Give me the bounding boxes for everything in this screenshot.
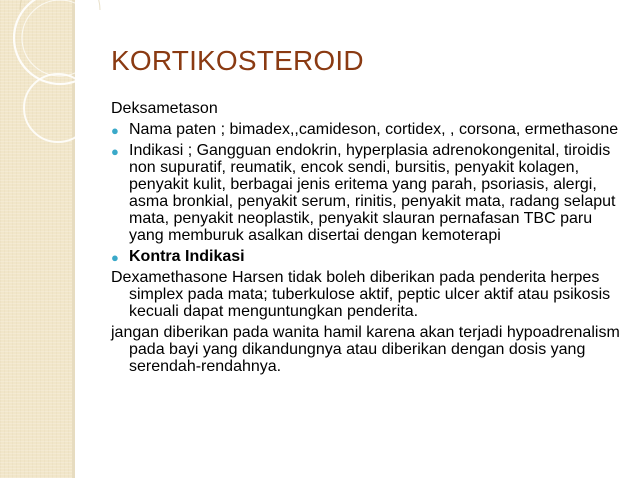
bullet-item-contraindications (111, 248, 623, 265)
drug-name: Deksametason (111, 100, 218, 117)
bullet-text-brand-names: Nama paten ; bimadex,,camideson, cortidex, , corsona, ermethasone (129, 121, 619, 138)
slide-title: KORTIKOSTEROID (111, 45, 364, 76)
bullet-item-indications (111, 142, 623, 244)
bullet-item-brand-names (111, 121, 623, 138)
bullet-icon: ● (111, 144, 119, 159)
decorative-side-band (0, 0, 72, 478)
contraindication-paragraph: Dexamethasone Harsen tidak boleh diberikan pada penderita herpes simplex pada mata; tuberkulose aktif, peptic ulcer aktif atau psikosis kecuali dapat menguntungkan penderita. (111, 269, 611, 320)
bullet-text-contraindications: Kontra Indikasi (129, 248, 245, 265)
bullet-icon: ● (111, 250, 119, 265)
slide-content (111, 100, 623, 379)
band-edge-line (72, 0, 75, 478)
bullet-icon: ● (111, 123, 119, 138)
pregnancy-warning-paragraph: jangan diberikan pada wanita hamil karena akan terjadi hypoadrenalism pada bayi yang dikandungnya atau diberikan dengan dosis yang serendah-rendahnya. (111, 324, 620, 375)
bullet-text-indications: Indikasi ; Gangguan endokrin, hyperplasia adrenokongenital, tiroidis non supuratif, reumatik, encok sendi, bursitis, penyakit kolagen, penyakit kulit, berbagai jenis eritema yang parah, psoriasis, alergi, asma bronkial, penyakit serum, rinitis, penyakit mata, radang selaput mata, penyakit neoplastik, penyakit slauran pernafasan TBC paru yang memburuk asalkan disertai dengan kemoterapi (129, 142, 616, 244)
